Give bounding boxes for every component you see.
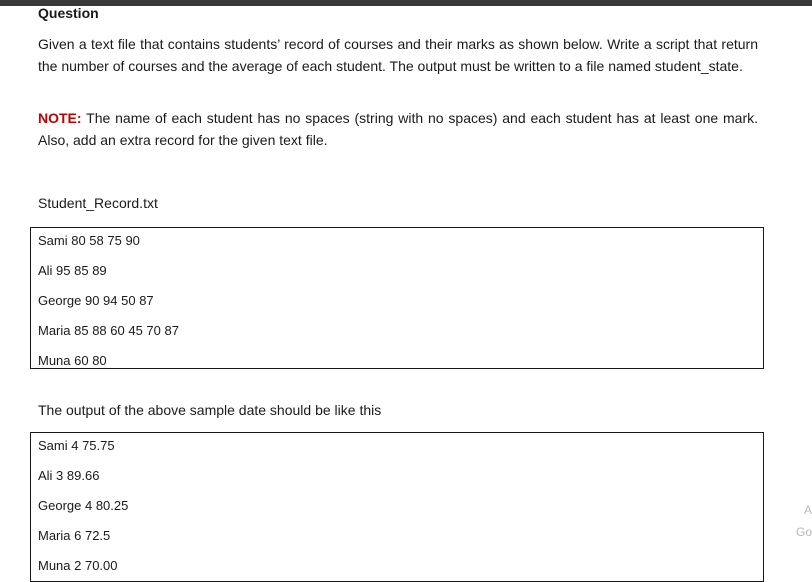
record-row: George 90 94 50 87: [38, 293, 154, 308]
note-text: The name of each student has no spaces (string with no spaces) and each student has at least one mark. Also, add an extra record for the given text file.: [38, 110, 758, 148]
note-label: NOTE:: [38, 110, 82, 126]
question-paragraph: Given a text file that contains students’ record of courses and their marks as shown below. Write a script that return the number of courses and the average of each student. The output must be written to a file named student_state.: [38, 36, 758, 74]
record-row: Ali 95 85 89: [38, 263, 107, 278]
note-paragraph: [38, 108, 758, 151]
record-row: Maria 85 88 60 45 70 87: [38, 323, 179, 338]
record-file-caption: Student_Record.txt: [38, 195, 158, 211]
side-overlay-text: Go: [795, 525, 812, 539]
question-heading: Question: [38, 5, 99, 21]
output-row: Muna 2 70.00: [38, 558, 118, 573]
output-row: George 4 80.25: [38, 498, 129, 513]
output-row: Sami 4 75.75: [38, 438, 115, 453]
output-caption: The output of the above sample date should be like this: [38, 402, 382, 418]
record-file-box: [30, 227, 764, 369]
top-toolbar-edge: [0, 0, 812, 6]
record-row: Muna 60 80: [38, 353, 107, 368]
output-box: [30, 432, 764, 582]
output-row: Ali 3 89.66: [38, 468, 100, 483]
record-row: Sami 80 58 75 90: [38, 233, 140, 248]
side-overlay-text: A: [803, 503, 812, 517]
output-row: Maria 6 72.5: [38, 528, 111, 543]
